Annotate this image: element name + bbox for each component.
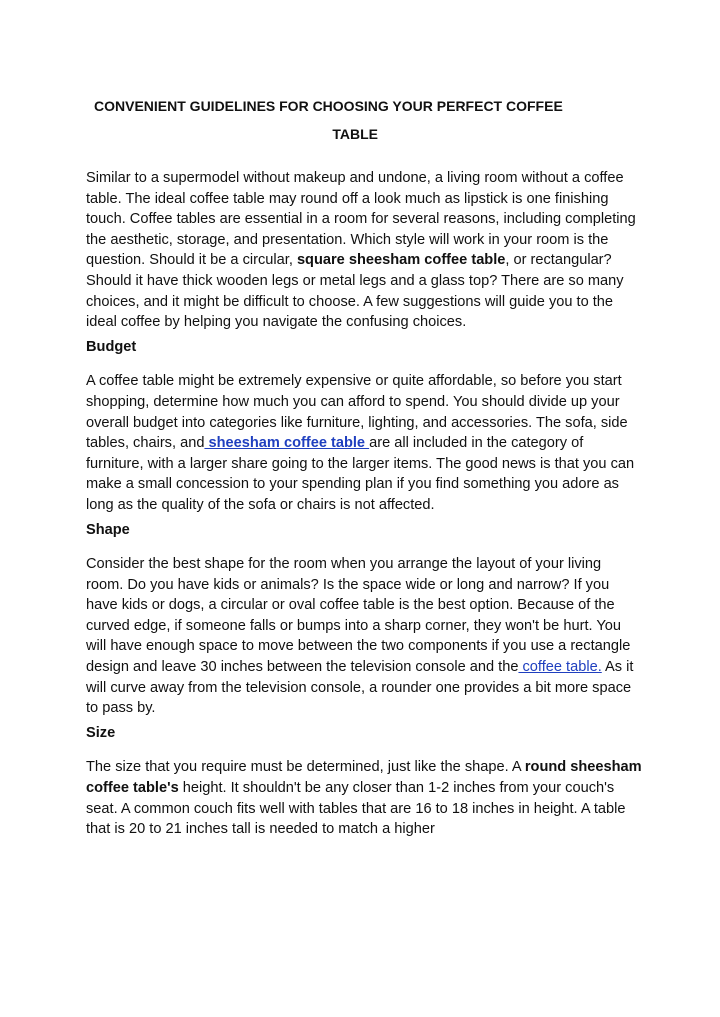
shape-heading: Shape xyxy=(86,521,130,538)
page-title xyxy=(94,92,584,148)
size-text-2: height. It shouldn't be any closer than 1-2 inches from your couch's seat. A common couch fits well with tables that are 16 to 18 inches in height. A table that is 20 to 21 inches tall is needed to match a higher xyxy=(86,780,626,838)
size-text-1: The size that you require must be determined, just like the shape. A xyxy=(86,759,525,776)
size-heading: Size xyxy=(86,724,116,741)
budget-text-2: are all included in the category of furniture, with a larger share going to the larger items. The good news is that you can make a small concession to your spending plan if you find something you adore as long as the quality of the sofa or chairs is not affected. xyxy=(86,435,635,513)
size-paragraph xyxy=(86,757,642,839)
budget-heading: Budget xyxy=(86,338,137,355)
shape-paragraph xyxy=(86,554,642,719)
budget-paragraph xyxy=(86,371,642,515)
page-title-line-2: TABLE xyxy=(332,126,378,142)
intro-text-1: Similar to a supermodel without makeup and undone, a living room without a coffee table. The ideal coffee table may round off a look much as lipstick is one finishing touch. Coffee tables are essential in a room for several reasons, including completing the aesthetic, storage, and presentation. Which style will work in your room is the question. Should it be a circular, xyxy=(86,170,636,269)
sheesham-coffee-table-link[interactable]: sheesham coffee table xyxy=(204,435,370,452)
document-body xyxy=(86,168,642,844)
shape-text-2: As it will curve away from the television console, a rounder one provides a bit more space to pass by. xyxy=(86,659,634,717)
intro-text-2: , or rectangular? Should it have thick wooden legs or metal legs and a glass top? There are so many choices, and it might be difficult to choose. A few suggestions will guide you to the ideal coffee by helping you navigate the confusing choices. xyxy=(86,252,624,331)
budget-text-1: A coffee table might be extremely expensive or quite affordable, so before you start shopping, determine how much you can afford to spend. You should divide up your overall budget into categories like furniture, lighting, and accessories. The sofa, side tables, chairs, and xyxy=(86,373,628,452)
intro-bold-phrase: square sheesham coffee table xyxy=(296,252,506,269)
page-title-line-1: CONVENIENT GUIDELINES FOR CHOOSING YOUR PERFECT COFFEE xyxy=(94,98,563,114)
size-bold-phrase: round sheesham coffee table's xyxy=(86,759,642,797)
intro-paragraph xyxy=(86,168,642,333)
shape-text-1: Consider the best shape for the room when you arrange the layout of your living room. Do you have kids or animals? Is the space wide or long and narrow? If you have kids or dogs, a circular or oval coffee table is the best option. Because of the curved edge, if someone falls or bumps into a sharp corner, they won't be hurt. You will have enough space to move between the two components if you use a rectangle design and leave 30 inches between the television console and the xyxy=(86,556,631,676)
coffee-table-link[interactable]: coffee table. xyxy=(518,659,602,676)
